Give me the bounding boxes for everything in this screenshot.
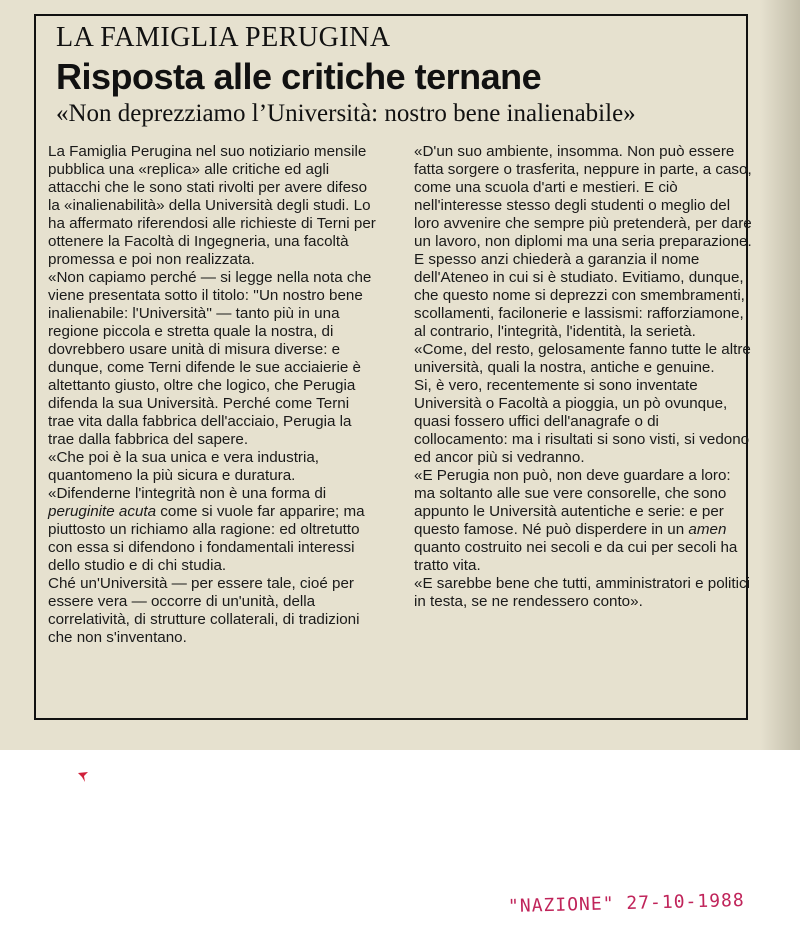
handwritten-source-note: "NAZIONE" 27-10-1988 <box>507 889 745 918</box>
red-mark-icon <box>76 770 90 784</box>
paragraph: «Come, del resto, gelosamente fanno tutte le altre università, quali la nostra, antiche e genuine. <box>414 341 751 376</box>
paragraph: «E Perugia non può, non deve guardare a loro: ma soltanto alle sue vere consorelle, che sono appunto le Università autentiche e serie: e per questo famose. Né può disperdere in un amen quanto costruito nei secoli e da cui per secoli ha tratto vita. <box>414 467 738 574</box>
paragraph: E spesso anzi chiederà a garanzia il nome dell'Ateneo in cui si è studiato. Evitiamo, dunque, che questo nome si deprezzi con smembramenti, scollamenti, facilonerie e lassismi: rafforziamone, al contrario, l'integrità, l'identità, la serietà. <box>414 251 745 340</box>
paragraph: Ché un'Università — per essere tale, cioé per essere vera — occorre di un'unità, della correlatività, di strutture collaterali, di tradizioni che non s'inventano. <box>48 575 360 646</box>
article-subtitle: «Non deprezziamo l’Università: nostro bene inalienabile» <box>56 100 636 127</box>
paragraph: «Non capiamo perché — si legge nella nota che viene presentata sotto il titolo: ''Un nostro bene inalienabile: l'Università'' — tanto più in una regione piccola e stretta quale la nostra, di dovrebbero usare unità di misura diverse: e dunque, come Terni difende le sue acciaierie è altettanto giusto, oltre che logico, che Perugia difenda la sua Università. Perché come Terni trae vita dalla fabbrica dell'acciaio, Perugia la trae dalla fabbrica del sapere. <box>48 269 372 448</box>
article-title: Risposta alle critiche ternane <box>56 56 542 97</box>
paragraph: «E sarebbe bene che tutti, amministratori e politici in testa, se ne rendessero conto». <box>414 575 750 610</box>
paragraph: «Difenderne l'integrità non è una forma di peruginite acuta come si vuole far apparire; ma piuttosto un richiamo alla ragione: ed oltretutto con essa si difendono i fondamentali interessi dello studio e di chi studia. <box>48 485 365 574</box>
paragraph: Si, è vero, recentemente si sono inventate Università o Facoltà a pioggia, un pò ovunque, quasi fossero uffici dell'anagrafe o di collocamento: ma i risultati si sono visti, si vedono ed ancor più si vedranno. <box>414 377 750 466</box>
clipping-edge-shadow <box>760 0 800 750</box>
paragraph: La Famiglia Perugina nel suo notiziario mensile pubblica una «replica» alle critiche ed agli attacchi che le sono stati rivolti per avere difeso la «inalienabilità» della Università degli studi. Lo ha affermato riferendosi alle richieste di Terni per ottenere la Facoltà di Ingegneria, una facoltà promessa e poi non realizzata. <box>48 143 376 268</box>
right-column <box>414 143 754 611</box>
emphasis: amen <box>688 521 727 538</box>
paragraph: «Che poi è la sua unica e vera industria, quantomeno la più sicura e duratura. <box>48 449 320 484</box>
left-column <box>48 143 378 647</box>
paragraph: «D'un suo ambiente, insomma. Non può essere fatta sorgere o trasferita, neppure in parte, a caso, come una scuola d'arti e mestieri. E ciò nell'interesse stesso degli studenti o meglio del loro avvenire che sempre più pretenderà, per dare un lavoro, non diplomi ma una seria preparazione. <box>414 143 752 250</box>
article-kicker: LA FAMIGLIA PERUGINA <box>56 22 391 53</box>
emphasis: peruginite acuta <box>48 503 157 520</box>
